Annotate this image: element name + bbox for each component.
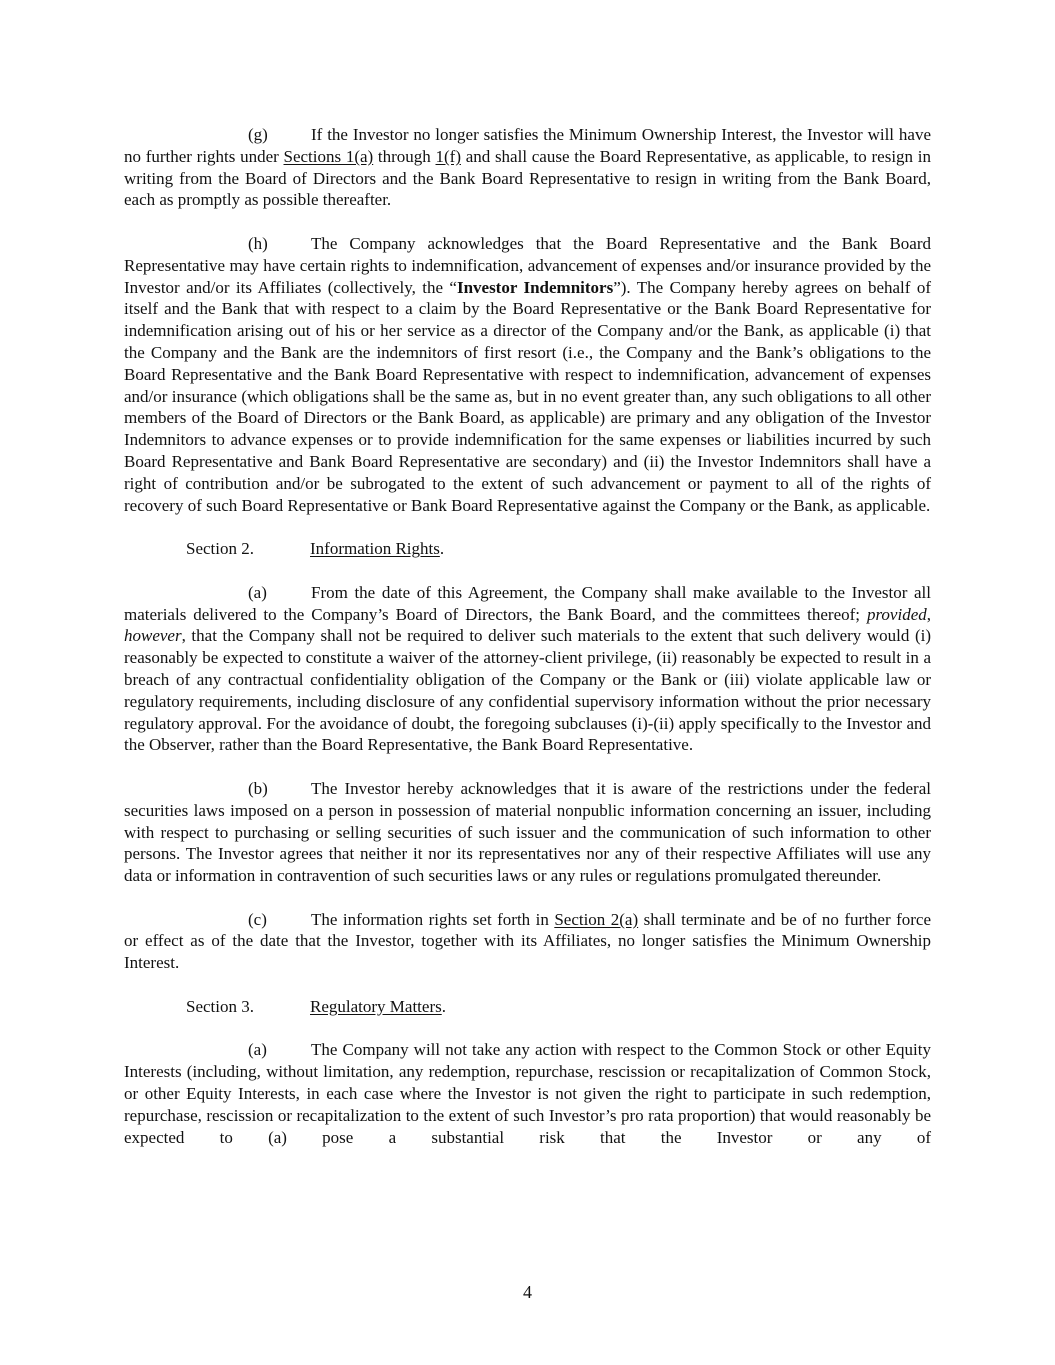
clause-label: (a) bbox=[248, 1040, 267, 1060]
clause-label: (a) bbox=[248, 582, 267, 602]
cross-reference-link[interactable]: Sections 1(a) bbox=[283, 146, 374, 166]
defined-term: Investor Indemnitors bbox=[456, 277, 614, 297]
section-title: Regulatory Matters bbox=[310, 996, 442, 1016]
section-3-heading: Section 3. Regulatory Matters. bbox=[186, 996, 446, 1016]
section-title: Information Rights bbox=[310, 539, 440, 559]
section-2-paragraph-a: (a) From the date of this Agreement, the Company shall make available to the Investor all materials delivered to the Company’s Board of Directors, the Bank Board, and the committees thereof; provided, however, that the Company shall not be required to deliver such materials to the extent that such delivery would (i) reasonably be expected to constitute a waiver of the attorney-client privilege, (ii) reasonably be expected to result in a breach of any contractual confidentiality obligation of the Company or the Bank or (iii) violate applicable law or regulatory requirements, including disclosure of any confidential supervisory information without the prior necessary regulatory approval. For the avoidance of doubt, the foregoing subclauses (i)-(ii) apply specifically to the Investor and the Observer, rather than the Board Representative, the Bank Board Representative. bbox=[124, 582, 931, 755]
paragraph-h: (h) The Company acknowledges that the Board Representative and the Bank Board Representative may have certain rights to indemnification, advancement of expenses and/or insurance provided by the Investor and/or its Affiliates (collectively, the “Investor Indemnitors”). The Company hereby agrees on behalf of itself and the Bank that with respect to a claim by the Board Representative or the Bank Board Representative for indemnification arising out of his or her service as a director of the Company and/or the Bank, as applicable (i) that the Company and the Bank are the indemnitors of first resort (i.e., the Company and the Bank’s obligations to the Board Representative and the Bank Board Representative with respect to indemnification, advancement of expenses and/or insurance (which obligations shall be the same as, but in no event greater than, any such obligations to all other members of the Board of Directors or the Bank Board, as applicable) are primary and any obligation of the Investor Indemnitors to advance expenses or to provide indemnification for the same expenses or liabilities incurred by such Board Representative and Bank Board Representative are secondary) and (ii) the Investor Indemnitors shall have a right of contribution and/or be subrogated to the extent of such advancement or payment to all of the rights of recovery of such Board Representative or Bank Board Representative against the Company or the Bank, as applicable. bbox=[124, 233, 931, 515]
section-2-paragraph-b: (b) The Investor hereby acknowledges that it is aware of the restrictions under the federal securities laws imposed on a person in possession of material nonpublic information concerning an issuer, including with respect to purchasing or selling securities of such issuer and the communication of such information to other persons. The Investor agrees that neither it nor its representatives nor any of their respective Affiliates will use any data or information in contravention of such securities laws or any rules or regulations promulgated thereunder. bbox=[124, 778, 931, 886]
section-2-paragraph-c: (c) The information rights set forth in Section 2(a) shall terminate and be of no further force or effect as of the date that the Investor, together with its Affiliates, no longer satisfies the Minimum Ownership Interest. bbox=[124, 909, 932, 973]
clause-label: (g) bbox=[248, 125, 268, 144]
page-number: 4 bbox=[523, 1282, 532, 1302]
section-2-heading: Section 2. Information Rights. bbox=[186, 539, 445, 559]
cross-reference-link[interactable]: 1(f) bbox=[435, 146, 461, 166]
paragraph-g: (g) If the Investor no longer satisfies the Minimum Ownership Interest, the Investor will have no further rights under Sections 1(a) through 1(f) and shall cause the Board Representative, as applicable, to resign in writing from the Board of Directors and the Bank Board Representative to resign in writing from the Bank Board, each as promptly as possible thereafter. bbox=[124, 125, 931, 210]
clause-label: (c) bbox=[248, 909, 267, 929]
section-label: Section 2. bbox=[186, 539, 254, 559]
cross-reference-link[interactable]: Section 2(a) bbox=[554, 909, 639, 929]
section-3-paragraph-a: (a) The Company will not take any action with respect to the Common Stock or other Equity Interests (including, without limitation, any redemption, repurchase, rescission or recapitalization of Common Stock, or other Equity Interests, in each case where the Investor is not given the right to participate in such redemption, repurchase, rescission or recapitalization to the extent of such Investor’s pro rata proportion) that would reasonably be expected to (a) pose a substantial risk that the Investor or any of bbox=[124, 1040, 931, 1147]
clause-label: (h) bbox=[248, 233, 268, 253]
document-page bbox=[124, 124, 931, 1148]
clause-label: (b) bbox=[248, 778, 268, 798]
section-label: Section 3. bbox=[186, 996, 254, 1016]
